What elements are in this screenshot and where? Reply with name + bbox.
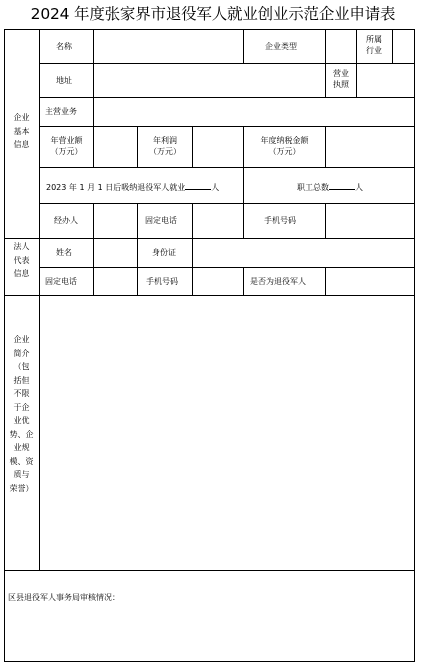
rep-landline-field[interactable]: [94, 269, 136, 294]
label-rep-veteran: 是否为退役军人: [250, 277, 306, 286]
table-border-left: [4, 29, 5, 662]
label-mobile: 手机号码: [264, 216, 296, 225]
intro-label-line: 简介: [13, 348, 30, 358]
rule: [243, 267, 244, 295]
review-field[interactable]: [6, 606, 413, 659]
label-industry: [357, 34, 391, 56]
intro-label-line: 质与: [13, 470, 30, 479]
label-industry-line1: 所属: [366, 35, 382, 44]
label-review: 区县退役军人事务局审核情况：: [8, 593, 120, 602]
label-profit: [138, 135, 192, 157]
staff-total: [297, 180, 363, 193]
veterans-hired-blank[interactable]: [185, 180, 211, 190]
intro-label-line: 企业: [13, 335, 30, 344]
label-handler: 经办人: [54, 216, 78, 225]
label-rep-id: 身份证: [152, 248, 176, 257]
address-field[interactable]: [94, 67, 324, 95]
label-industry-line2: 行业: [366, 46, 382, 55]
company-intro-field[interactable]: [41, 298, 413, 568]
tax-field[interactable]: [326, 128, 413, 165]
rep-id-field[interactable]: [193, 240, 413, 266]
section-legal-rep-label: 法人 代表 信息: [13, 242, 30, 278]
rule: [39, 63, 415, 64]
intro-label-line: 业优: [13, 416, 30, 425]
table-border-top: [4, 29, 415, 30]
intro-label-line: 括但: [13, 375, 30, 385]
label-revenue-line1: 年营业额: [50, 136, 83, 145]
intro-label-line: 荣誉）: [9, 483, 34, 493]
rule: [39, 126, 415, 127]
rule: [4, 238, 415, 239]
table-border-right: [414, 29, 415, 662]
label-main-business: 主营业务: [45, 107, 77, 116]
table-border-bottom: [4, 661, 415, 662]
staff-total-blank[interactable]: [329, 180, 355, 190]
rep-mobile-field[interactable]: [193, 269, 242, 294]
rule: [39, 29, 40, 570]
rule: [243, 203, 244, 238]
intro-label-line: 模、资: [9, 456, 34, 466]
rule: [39, 203, 415, 204]
main-business-field[interactable]: [94, 100, 413, 125]
rule: [137, 203, 138, 238]
intro-label-line: 于企: [13, 402, 30, 412]
intro-label-line: 不限: [13, 389, 30, 398]
rule: [137, 238, 138, 267]
intro-label-line: 业规: [13, 443, 30, 452]
rule: [39, 97, 415, 98]
rep-name-field[interactable]: [94, 240, 136, 266]
rule: [4, 295, 415, 296]
label-name: 名称: [56, 42, 72, 51]
section-company-intro: [6, 333, 37, 495]
label-veterans-hired: 2023 年 1 月 1 日后吸纳退役军人就业: [46, 183, 186, 192]
intro-label-line: 势、企: [9, 429, 34, 439]
label-rep-landline: 固定电话: [45, 277, 77, 286]
name-field[interactable]: [94, 33, 242, 61]
label-profit-line2: （万元）: [149, 147, 181, 156]
mobile-field[interactable]: [326, 206, 413, 236]
label-tax: [244, 135, 325, 157]
rule: [137, 267, 138, 295]
label-revenue: [40, 135, 93, 157]
label-tax-line1: 年度纳税金额: [260, 136, 309, 145]
section-basic-info: [6, 111, 37, 152]
profit-field[interactable]: [193, 128, 242, 165]
industry-field[interactable]: [393, 33, 413, 61]
handler-field[interactable]: [94, 206, 136, 236]
label-profit-line1: 年利润: [153, 136, 177, 145]
label-veterans-unit: 人: [211, 183, 220, 192]
section-basic-info-label: 企业 基本 信息: [13, 113, 30, 149]
label-staff-total: 职工总数: [297, 183, 329, 192]
veterans-hired: [46, 180, 219, 193]
company-type-field[interactable]: [326, 33, 355, 61]
label-license-line2: 执照: [333, 80, 349, 89]
intro-label-line: （包: [13, 362, 30, 371]
label-address: 地址: [56, 76, 72, 85]
label-license: [326, 68, 356, 90]
license-field[interactable]: [357, 67, 413, 95]
label-company-type: 企业类型: [265, 42, 297, 51]
label-rep-name: 姓名: [56, 248, 72, 257]
section-legal-rep: [6, 240, 37, 281]
label-revenue-line2: （万元）: [50, 147, 83, 156]
label-rep-mobile: 手机号码: [146, 277, 178, 286]
landline-field[interactable]: [193, 206, 242, 236]
rule: [243, 29, 244, 63]
label-license-line1: 营业: [333, 69, 349, 78]
label-landline: 固定电话: [145, 216, 177, 225]
revenue-field[interactable]: [94, 128, 136, 165]
label-staff-unit: 人: [355, 183, 363, 192]
form-title: 2024 年度张家界市退役军人就业创业示范企业申请表: [30, 5, 396, 23]
rep-veteran-field[interactable]: [326, 269, 413, 294]
rule: [4, 570, 415, 571]
rule: [39, 167, 415, 168]
rule: [243, 167, 244, 203]
rule: [39, 267, 415, 268]
label-tax-line2: （万元）: [268, 147, 301, 156]
